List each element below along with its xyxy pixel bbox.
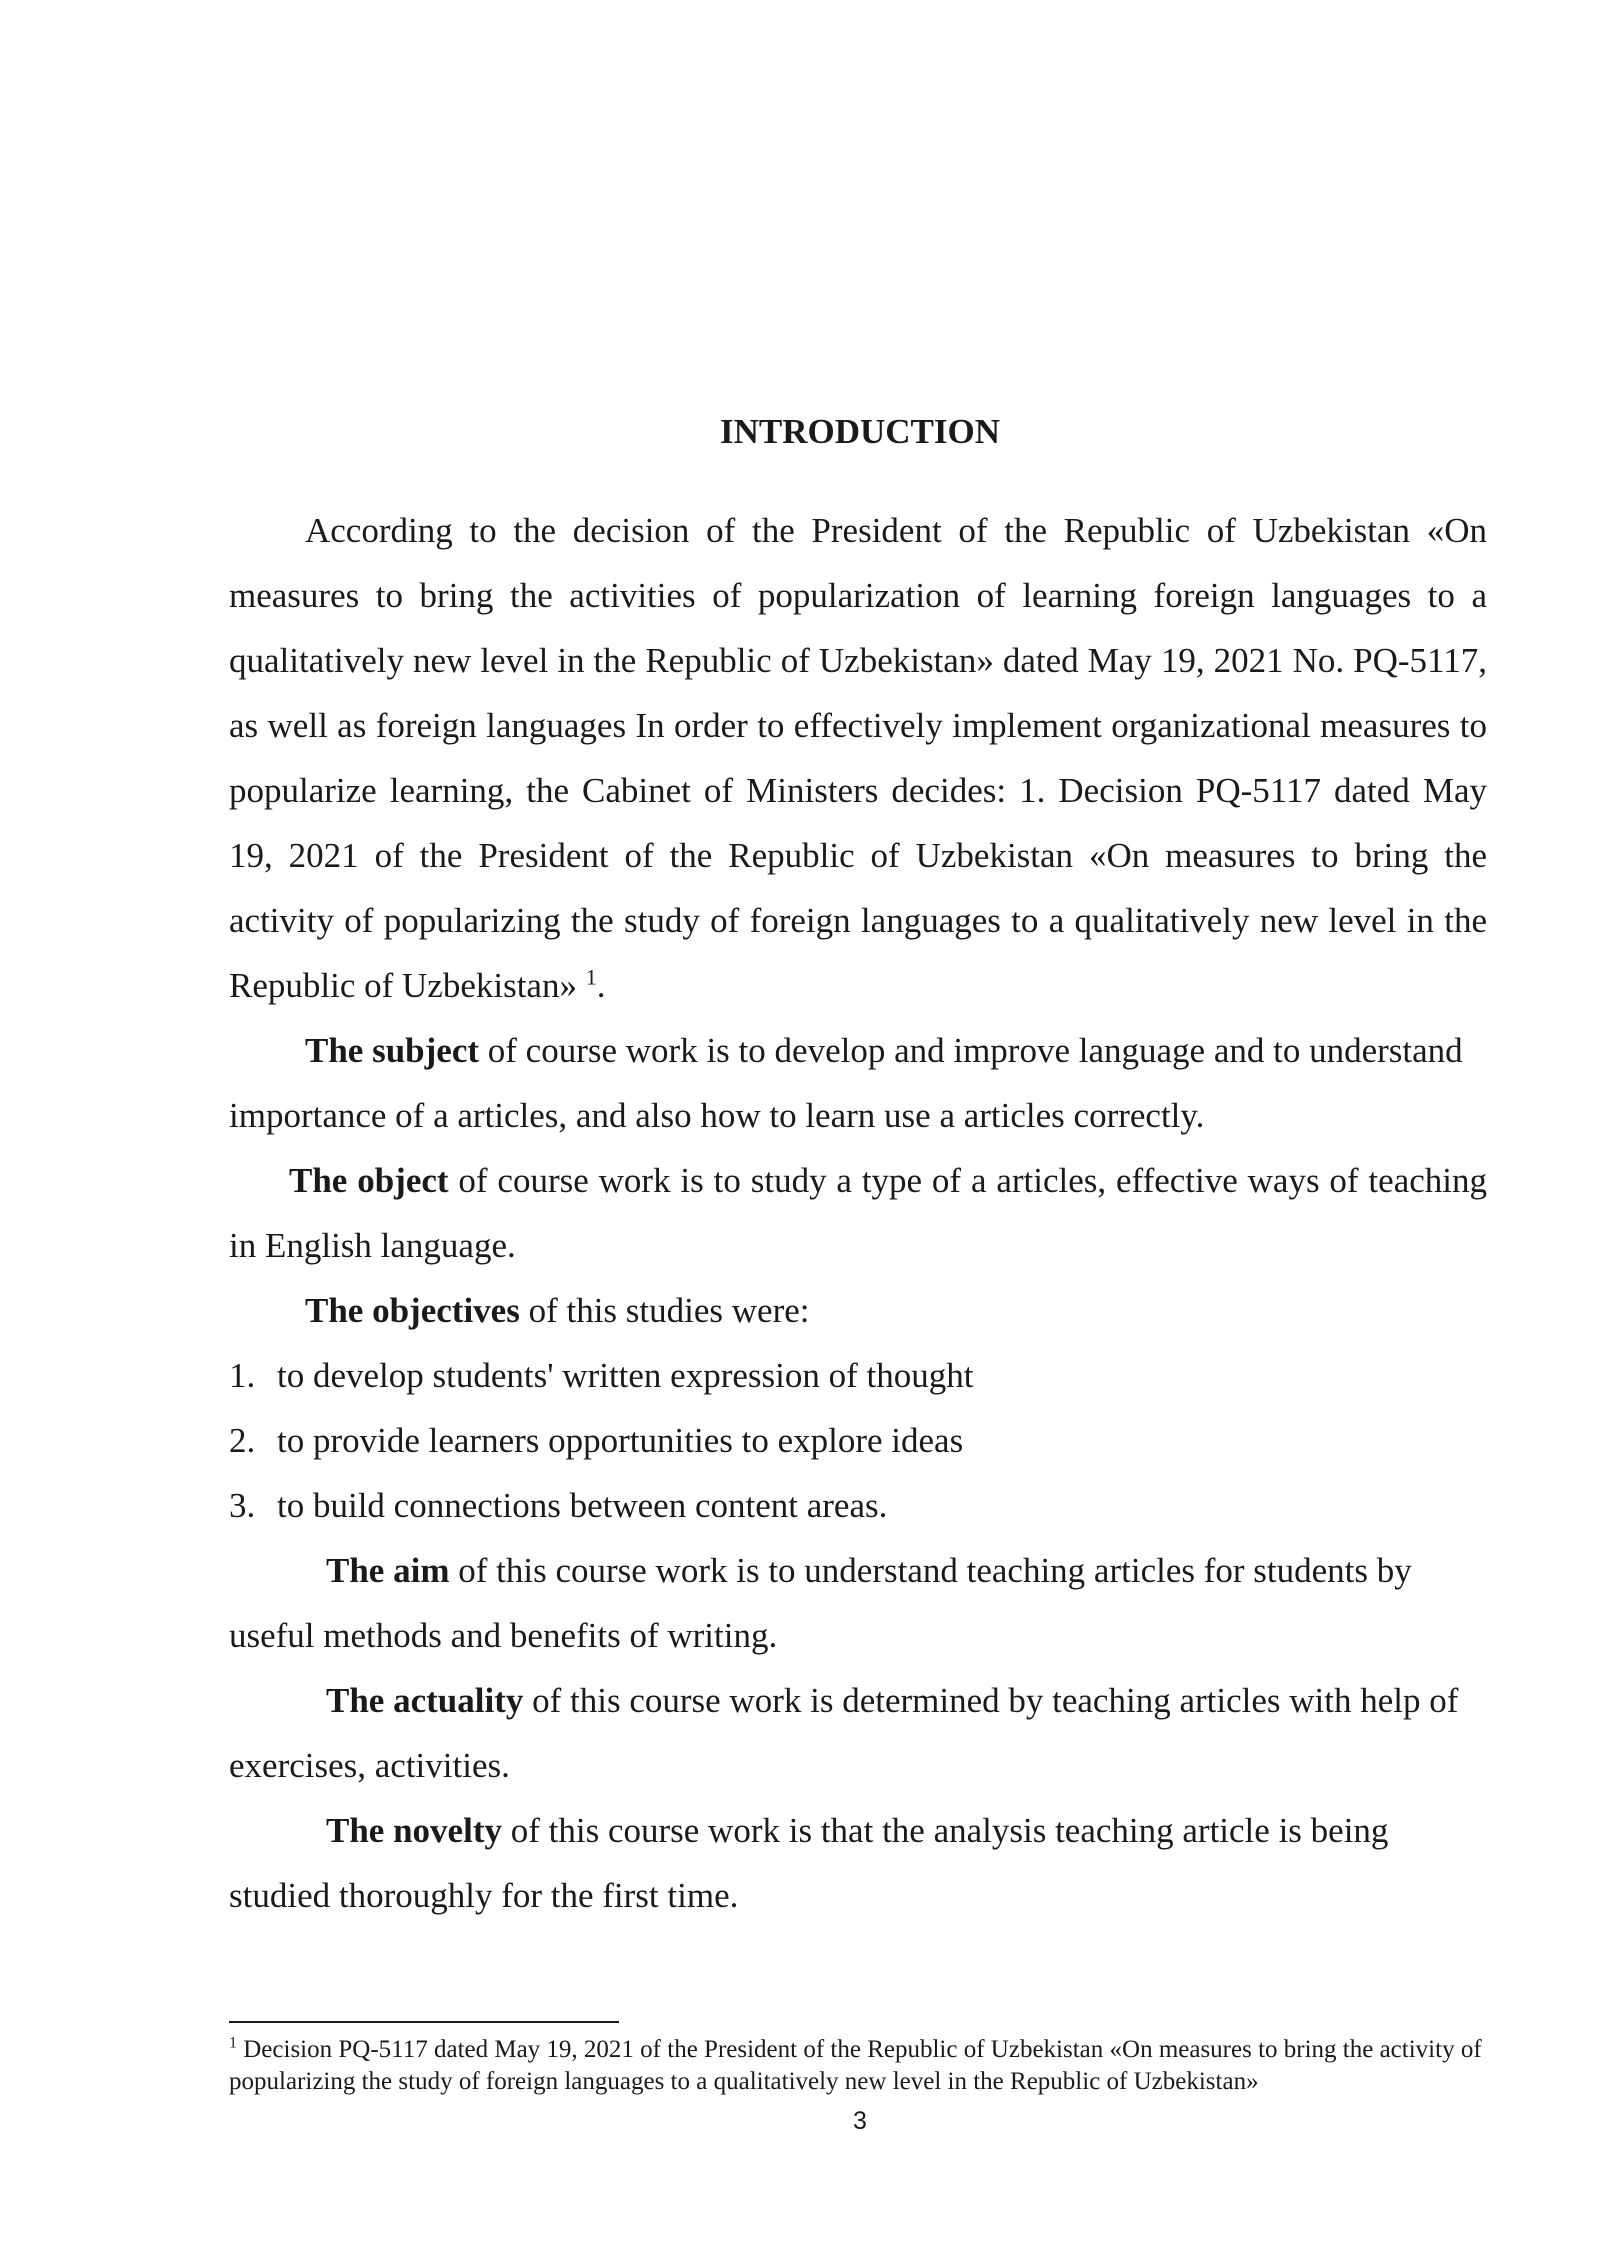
footnote [229, 2034, 1487, 2098]
list-item [229, 1408, 1487, 1473]
objectives-text: of this studies were: [519, 1291, 810, 1330]
subject-paragraph [229, 1018, 1487, 1148]
object-paragraph [229, 1148, 1487, 1278]
aim-paragraph [229, 1538, 1487, 1668]
objectives-label: The objectives [305, 1291, 520, 1330]
aim-label: The aim [326, 1551, 450, 1590]
novelty-text: of this course work is that the analysis teaching article is being studied thoroughly for the first time. [229, 1811, 1389, 1915]
list-item-number: 2. [229, 1421, 256, 1460]
intro-end-punct: . [596, 966, 606, 1005]
list-item-number: 3. [229, 1486, 256, 1525]
list-item-number: 1. [229, 1356, 256, 1395]
footnote-separator [229, 2021, 619, 2023]
intro-text: According to the decision of the President of the Republic of Uzbekistan «On measures to bring the activities of popularization of learning foreign languages to a qualitatively new level in the Republic of Uzbekistan» dated May 19, 2021 No. PQ-5117, as well as foreign languages In order to effectively implement organizational measures to popularize learning, the Cabinet of Ministers decides: 1. Decision PQ-5117 dated May 19, 2021 of the President of the Republic of Uzbekistan «On measures to bring the activity of popularizing the study of foreign languages to a qualitatively new level in the Republic of Uzbekistan» [229, 511, 1487, 1005]
page-number: 3 [853, 2107, 867, 2135]
footnote-reference[interactable]: 1 [585, 964, 597, 990]
actuality-label: The actuality [326, 1681, 524, 1720]
novelty-paragraph [229, 1798, 1487, 1928]
subject-text: of course work is to develop and improve language and to understand importance of a articles, and also how to learn use a articles correctly. [229, 1031, 1463, 1135]
list-item-text: to develop students' written expression of thought [277, 1356, 974, 1395]
list-item-text: to provide learners opportunities to explore ideas [277, 1421, 964, 1460]
list-item-text: to build connections between content areas. [277, 1486, 888, 1525]
page-title: INTRODUCTION [719, 412, 1001, 451]
novelty-label: The novelty [326, 1811, 502, 1850]
list-item [229, 1343, 1487, 1408]
list-item [229, 1473, 1487, 1538]
footnote-text: Decision PQ-5117 dated May 19, 2021 of the President of the Republic of Uzbekistan «On measures to bring the activity of popularizing the study of foreign languages to a qualitatively new level in the Republic of Uzbekistan» [229, 2036, 1482, 2095]
objectives-paragraph [229, 1278, 1487, 1343]
actuality-text: of this course work is determined by teaching articles with help of exercises, activities. [229, 1681, 1459, 1785]
document-body [229, 498, 1487, 1928]
object-label: The object [289, 1161, 449, 1200]
aim-text: of this course work is to understand teaching articles for students by useful methods and benefits of writing. [229, 1551, 1412, 1655]
intro-paragraph [229, 498, 1487, 1018]
footnote-mark: 1 [229, 2034, 237, 2052]
subject-label: The subject [305, 1031, 480, 1070]
actuality-paragraph [229, 1668, 1487, 1798]
object-text: of course work is to study a type of a articles, effective ways of teaching in English language. [229, 1161, 1487, 1265]
